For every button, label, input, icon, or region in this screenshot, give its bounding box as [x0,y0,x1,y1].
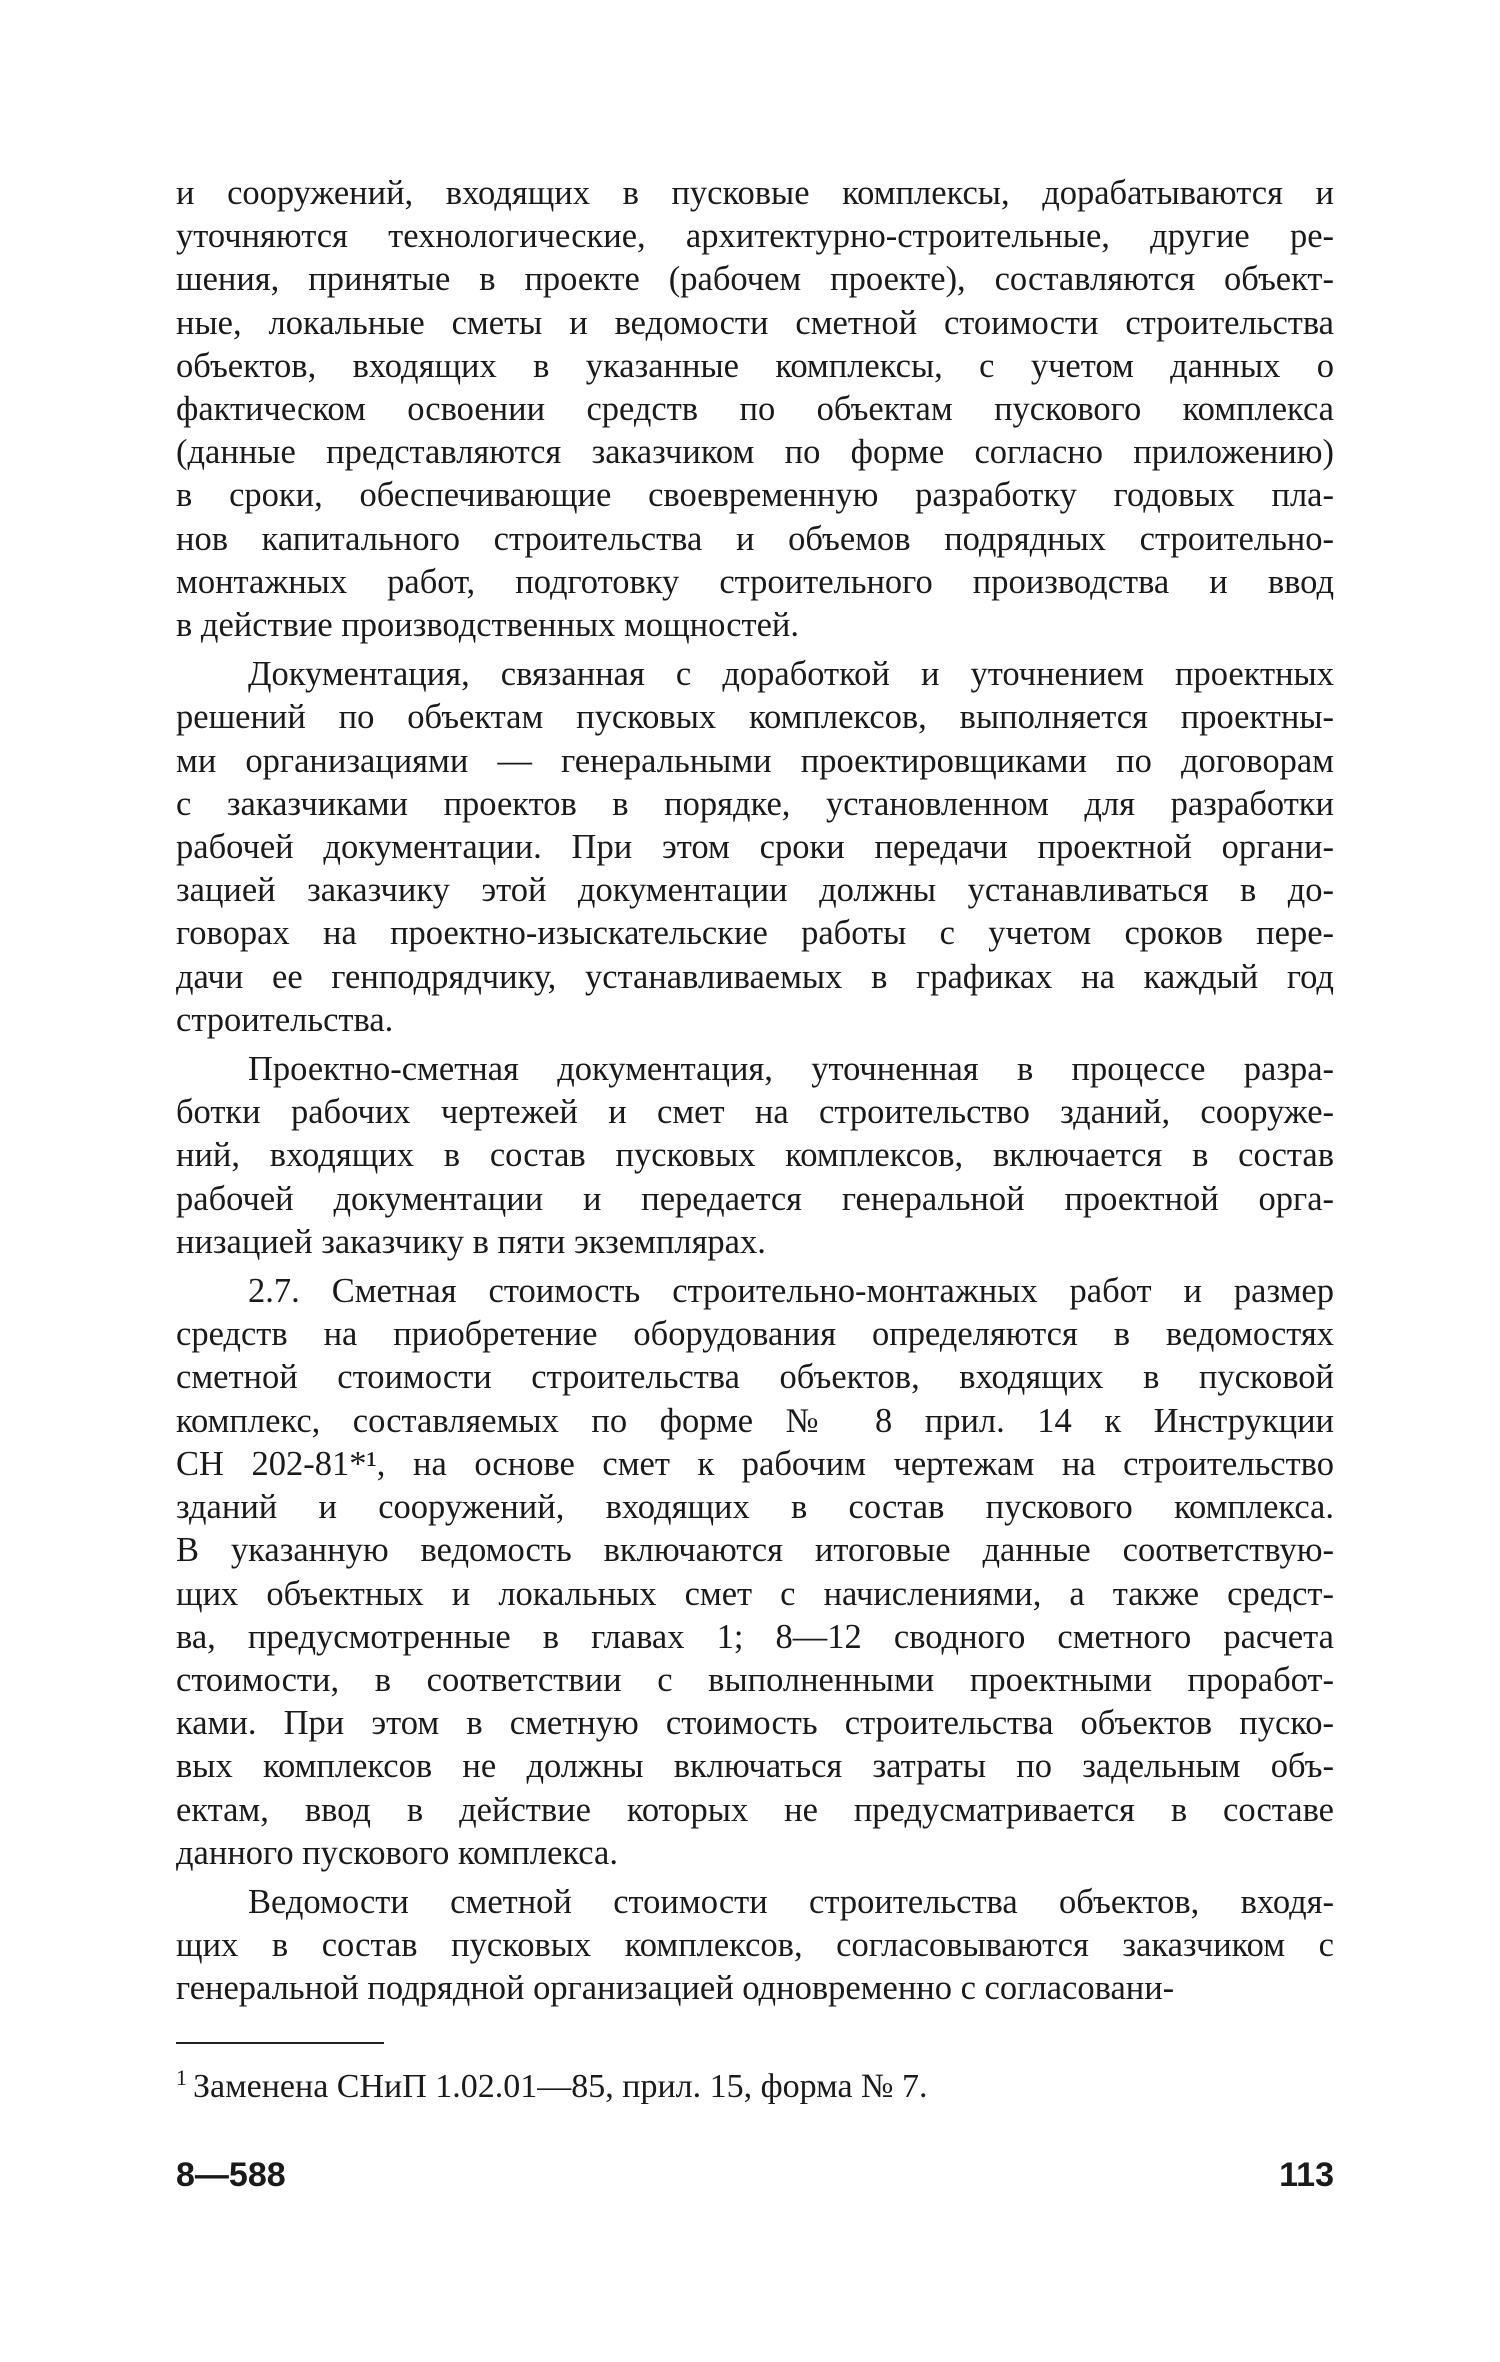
text-line: в действие производственных мощностей. [176,606,800,645]
text-line: средств на приобретение оборудования определяются в ведомостях [176,1315,1334,1354]
text-line: Документация, связанная с доработкой и уточнением проектных [248,655,1334,694]
footnote-divider [176,2042,384,2044]
paragraph [176,1270,1334,1875]
text-line: щих объектных и локальных смет с начислениями, а также средст- [176,1574,1334,1613]
text-line: 2.7. Сметная стоимость строительно-монтажных работ и размер [248,1272,1334,1311]
text-line: В указанную ведомость включаются итоговые данные соответствую- [176,1531,1334,1570]
text-line: рабочей документации. При этом сроки передачи проектной органи- [176,828,1334,867]
text-line: дачи ее генподрядчику, устанавливаемых в графиках на каждый год [176,957,1334,996]
paragraph [176,1881,1334,2011]
text-line: зданий и сооружений, входящих в состав пускового комплекса. [176,1488,1334,1527]
text-line: стоимости, в соответствии с выполненными проектными проработ- [176,1660,1334,1699]
text-line: ектам, ввод в действие которых не предусматривается в составе [176,1790,1334,1829]
text-line: ми организациями — генеральными проектировщиками по договорам [176,741,1334,780]
text-line: сметной стоимости строительства объектов, входящих в пусковой [176,1358,1334,1397]
text-line: ботки рабочих чертежей и смет на строительство зданий, сооруже- [176,1093,1334,1132]
page-number: 113 [1279,2156,1334,2194]
text-line: генеральной подрядной организацией одновременно с согласовани- [176,1969,1175,2008]
paragraph [176,653,1334,1042]
paragraph [176,172,1334,647]
text-line: рабочей документации и передается генеральной проектной орга- [176,1179,1334,1218]
text-line: низацией заказчику в пяти экземплярах. [176,1222,766,1261]
printer-signature: 8—588 [176,2156,286,2194]
text-line: ные, локальные сметы и ведомости сметной стоимости строительства [176,303,1334,342]
text-line: с заказчиками проектов в порядке, установленном для разработки [176,784,1334,823]
text-line: вых комплексов не должны включаться затраты по задельным объ- [176,1747,1334,1786]
text-line: СН 202-81*¹, на основе смет к рабочим чертежам на строительство [176,1444,1334,1483]
text-line: нов капитального строительства и объемов подрядных строительно- [176,519,1334,558]
page-body [176,172,1334,2011]
footnote-text: Заменена СНиП 1.02.01—85, прил. 15, форма № 7. [193,2068,928,2105]
text-line: комплекс, составляемых по форме № 8 прил. 14 к Инструкции [176,1401,1334,1440]
text-line: уточняются технологические, архитектурно-строительные, другие ре- [176,217,1334,256]
text-line: (данные представляются заказчиком по форме согласно приложению) [176,433,1334,472]
text-line: объектов, входящих в указанные комплексы, с учетом данных о [176,346,1334,385]
footnote-mark: 1 [176,2065,187,2090]
text-line: монтажных работ, подготовку строительного производства и ввод [176,562,1334,601]
text-line: данного пускового комплекса. [176,1833,618,1872]
text-line: фактическом освоении средств по объектам пускового комплекса [176,390,1334,429]
text-line: шения, принятые в проекте (рабочем проекте), составляются объект- [176,260,1334,299]
text-line: строительства. [176,1000,394,1039]
text-line: ний, входящих в состав пусковых комплексов, включается в состав [176,1136,1334,1175]
text-line: в сроки, обеспечивающие своевременную разработку годовых пла- [176,476,1334,515]
paragraph [176,1048,1334,1264]
text-line: решений по объектам пусковых комплексов, выполняется проектны- [176,698,1334,737]
text-line: зацией заказчику этой документации должны устанавливаться в до- [176,871,1334,910]
text-line: и сооружений, входящих в пусковые комплексы, дорабатываются и [176,174,1334,212]
text-line: ва, предусмотренные в главах 1; 8—12 сводного сметного расчета [176,1617,1334,1656]
text-line: Ведомости сметной стоимости строительства объектов, входя- [248,1882,1334,1921]
text-line: ками. При этом в сметную стоимость строительства объектов пуско- [176,1704,1334,1743]
text-line: Проектно-сметная документация, уточненная в процессе разра- [248,1050,1334,1089]
text-line: говорах на проектно-изыскательские работы с учетом сроков пере- [176,914,1334,953]
footnote [176,2056,1334,2109]
text-line: щих в состав пусковых комплексов, согласовываются заказчиком с [176,1926,1334,1965]
